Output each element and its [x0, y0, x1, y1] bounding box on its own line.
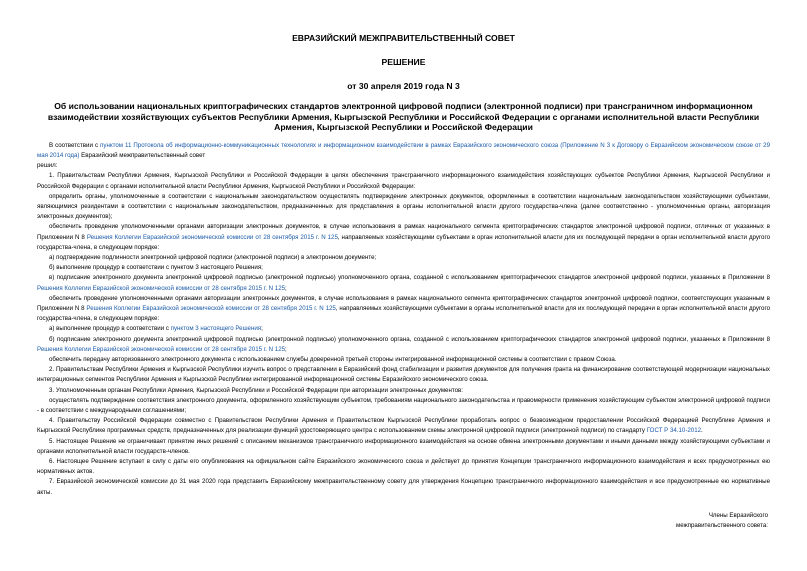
- intro-paragraph: [37, 141, 770, 161]
- point-3-link[interactable]: пунктом 3 настоящего Решения: [170, 325, 262, 333]
- subitem-b-2: [37, 335, 770, 355]
- paragraph-1-4: обеспечить передачу авторизованного электронного документа с использованием службы доверенной третьей стороны интегрированной информационной системы в соответствии с правом Союза.: [49, 356, 617, 364]
- subitem-c-end: ;: [285, 284, 287, 292]
- paragraph-1-1: определить органы, уполномоченные в соответствии с национальным законодательством осуществлять подтверждение электронных документов, оформленных в соответствии национальным законодательством хозяйствующими субъектами, являющимися резидентами в соответствии с национальным законодательством, предназначенных для представления в органы исполнительной власти другого государства-члена (далее соответственно - уполномоченные органы, авторизация электронных документов);: [37, 192, 770, 221]
- resolved-label: решил:: [37, 162, 58, 170]
- organization-name: ЕВРАЗИЙСКИЙ МЕЖПРАВИТЕЛЬСТВЕННЫЙ СОВЕТ: [292, 33, 515, 43]
- p1-2-text: обеспечить проведение уполномоченными органами авторизации электронных документов, в случае использования в рамках национального сегмента криптографических стандартов электронной цифровой подписи, отличных от указанных в Приложении N 8: [37, 223, 770, 241]
- subitem-a-2: [37, 324, 770, 334]
- subitem-c-text: в) подписание электронного документа электронной цифровой подписью (электронной подписью) уполномоченного органа, созданной с использованием криптографических стандартов электронной цифровой подписи, указанных в Приложении 8: [49, 274, 770, 282]
- subitem-c: [37, 273, 770, 293]
- subitem-b: б) выполнение процедур в соответствии с пунктом 3 настоящего Решения;: [49, 264, 263, 272]
- subitem-a: а) подтверждение подлинности электронной цифровой подписи (электронной подписи) в электронном документе;: [49, 254, 377, 262]
- decision-125-link[interactable]: Решения Коллегии Евразийской экономической комиссии от 28 сентября 2015 г. N 125: [37, 345, 286, 353]
- p4-text-end: .: [701, 427, 703, 435]
- decision-125-link[interactable]: Решения Коллегии Евразийской экономической комиссии от 28 сентября 2015 г. N 125: [37, 284, 286, 292]
- document-type: РЕШЕНИЕ: [381, 57, 426, 67]
- paragraph-2: 2. Правительствам Республики Армения и Кыргызской Республики изучить вопрос о представлении в Евразийский фонд стабилизации и развития документов для получения гранта на финансирование соответствующей модернизации национальных интеграционных сегментов Республики Армения и Кыргызской Республики интегрированной информационной системы Евразийского экономического союза.: [37, 366, 770, 384]
- signature-line-1: Члены Евразийского: [708, 511, 768, 519]
- decision-125-link[interactable]: Решения Коллегии Евразийской экономической комиссии от 28 сентября 2015 г. N 125: [86, 305, 336, 313]
- intro-text-end: Евразийский межправительственный совет: [79, 151, 206, 159]
- document-body: [37, 141, 770, 498]
- subitem-b2-text: б) подписание электронного документа электронной цифровой подписью (электронной подписью) уполномоченного органа, созданной с использованием криптографических стандартов электронной цифровой подписи, указанных в Приложении 8: [49, 335, 770, 343]
- paragraph-7: 7. Евразийской экономической комиссии до 31 мая 2020 года представить Евразийскому межправительственному совету для утверждения Концепцию трансграничного информационного взаимодействия и все предусмотренные ею нормативные акты.: [37, 478, 770, 496]
- p1-3-text-end: , направляемых хозяйствующими субъектами в органы исполнительной власти для их последующей передачи в орган исполнительной власти другого государства-члена, в следующем порядке:: [37, 305, 770, 323]
- paragraph-6: 6. Настоящее Решение вступает в силу с даты его опубликования на официальном сайте Евразийского экономического союза и действует до принятия Концепции трансграничного информационного взаимодействия и всех предусмотренных ею нормативных актов.: [37, 458, 770, 476]
- decision-125-link[interactable]: Решения Коллегии Евразийской экономической комиссии от 28 сентября 2015 г. N 125: [86, 233, 338, 241]
- p1-3-text: обеспечить проведение уполномоченными органами авторизации электронных документов, в случае использования в рамках национального сегмента криптографических стандартов электронной цифровой подписи, соответствующих указанным в Приложении N 8: [37, 294, 770, 313]
- protocol-link[interactable]: пунктом 11 Протокола об информационно-коммуникационных технологиях и информационном взаимодействии в рамках Евразийского экономического союза (Приложение N 3 к Договору о Евразийском экономическом союзе от 29 мая 2014 года): [37, 141, 770, 159]
- p1-2-text-end: , направляемых хозяйствующими субъектами в орган исполнительной власти для их последующей передачи в орган исполнительной власти другого государства-члена, в следующем порядке:: [37, 233, 770, 251]
- gost-link[interactable]: ГОСТ Р 34.10-2012: [646, 427, 702, 435]
- paragraph-1: 1. Правительствам Республики Армения, Кыргызской Республики и Российской Федерации в целях обеспечения трансграничного информационного взаимодействия хозяйствующих субъектов Республики Армения, Кыргызской Республики и Российской Федерации с органами исполнительной власти Республики Армения, Кыргызской Республики и Российской Федерации:: [37, 172, 770, 190]
- signature-line-2: межправительственного совета:: [676, 522, 768, 530]
- subitem-b2-end: ;: [285, 345, 287, 353]
- paragraph-1-2: [37, 222, 770, 253]
- subitem-a2-text: а) выполнение процедур в соответствии с: [49, 325, 171, 333]
- paragraph-3-1: осуществлять подтверждение соответствия электронного документа, оформленного хозяйствующим субъектом, требованиям национального законодательства и правомерности применения хозяйствующим субъектом электронной цифровой подписи - в соответствии с международными соглашениями;: [37, 396, 770, 415]
- paragraph-1-3: [37, 294, 770, 325]
- document-title: Об использовании национальных криптографических стандартов электронной цифровой подписи (электронной подписи) при трансграничном информационном взаимодействии хозяйствующих субъектов Республики Армения, Кыргызской Республики и Российской Федерации с органами исполнительной власти Республики Армения, Кыргызской Республики и Российской Федерации: [47, 101, 760, 133]
- signature-block: [37, 511, 770, 531]
- intro-text: В соответствии с: [49, 141, 101, 149]
- paragraph-3: 3. Уполномоченным органам Республики Армения, Кыргызской Республики и Российской Федерации при авторизации электронных документов:: [49, 386, 463, 394]
- p4-text: 4. Правительству Российской Федерации совместно с Правительством Республики Армения и Правительством Кыргызской Республики проработать вопрос о безвозмездном предоставлении Российской Федерацией Республике Армения и Кыргызской Республике программных средств, предназначенных для реализации функций удостоверяющего центра с использованием схемы электронной цифровой подписи (электронной подписи) по стандарту: [37, 417, 770, 435]
- paragraph-5: 5. Настоящее Решение не ограничивает принятие иных решений с описанием механизмов трансграничного информационного взаимодействия на основе обмена электронными документами и иными данными между хозяйствующими субъектами и органами исполнительной власти государств-членов.: [37, 437, 770, 455]
- document-date-number: от 30 апреля 2019 года N 3: [347, 81, 460, 91]
- paragraph-4: [37, 416, 770, 436]
- subitem-a2-end: ;: [261, 325, 263, 333]
